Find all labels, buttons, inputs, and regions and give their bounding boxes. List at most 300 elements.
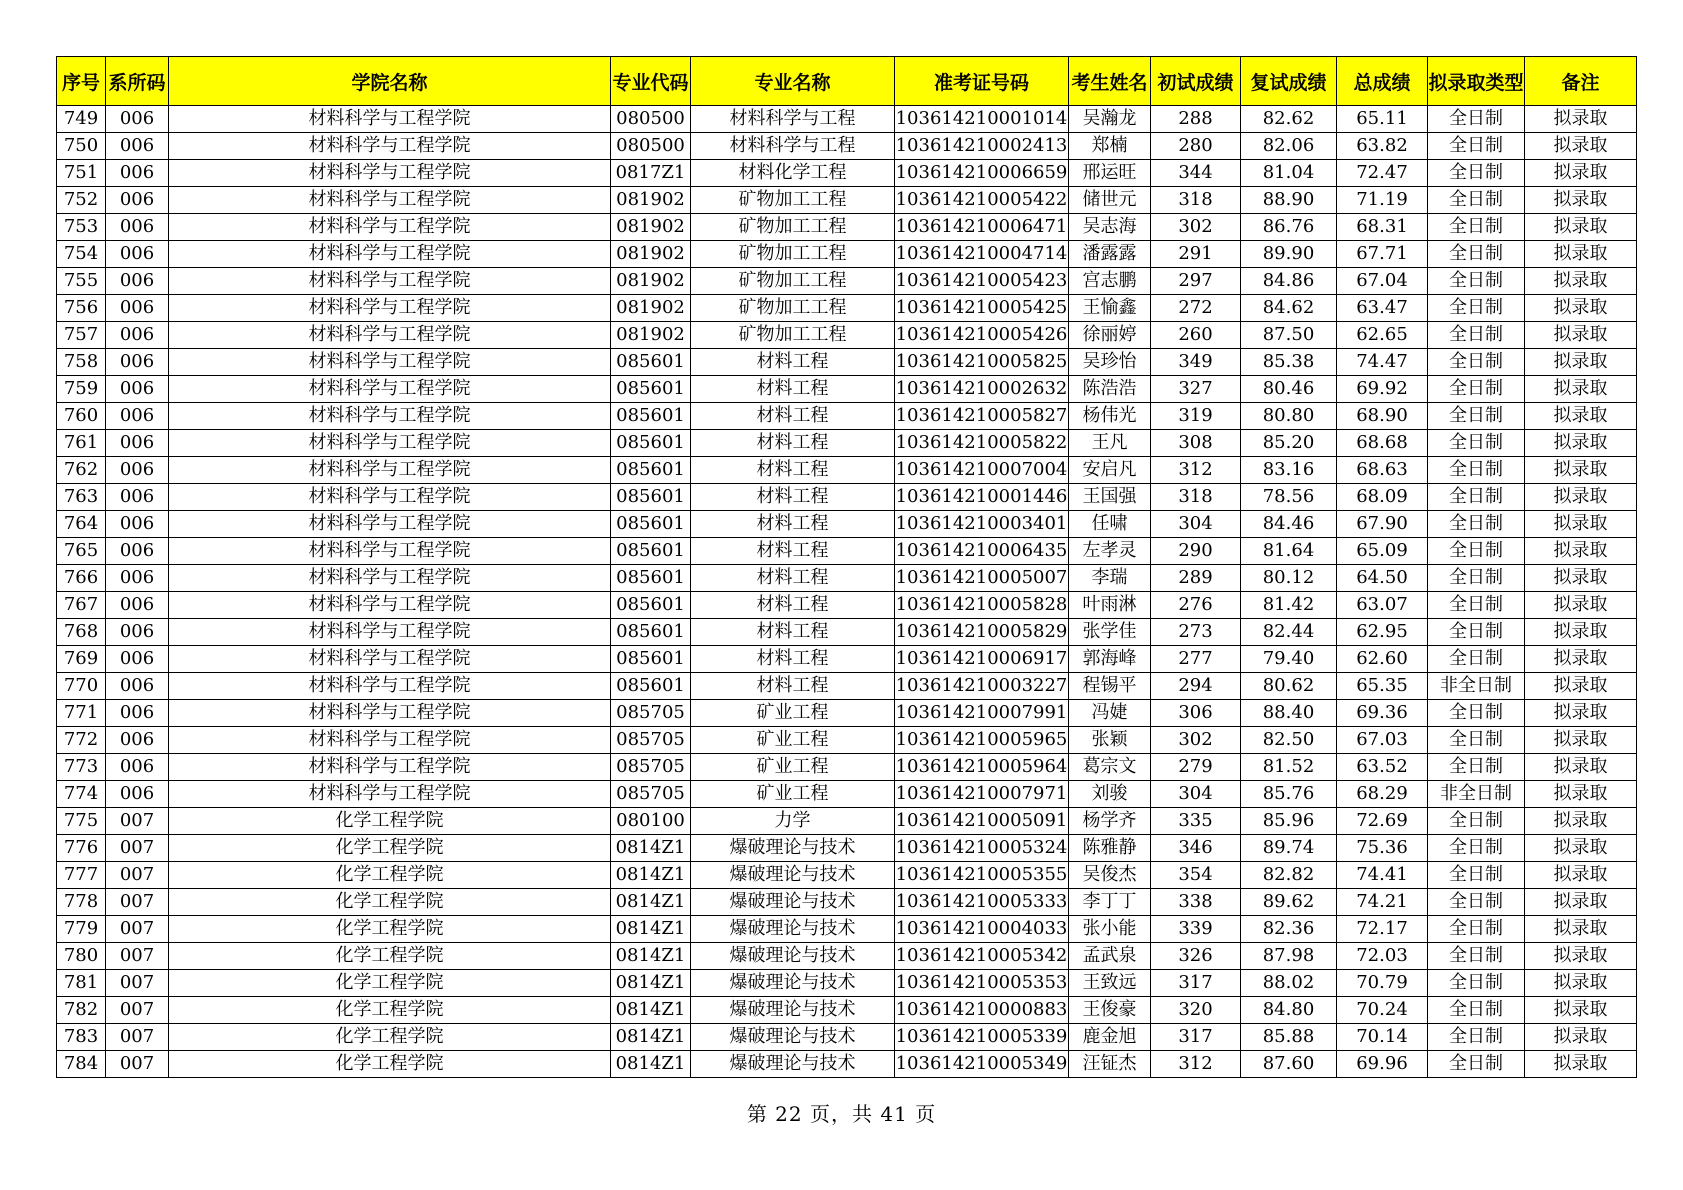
table-cell: 郑楠 xyxy=(1069,133,1151,160)
table-cell: 63.52 xyxy=(1337,754,1428,781)
table-cell: 82.36 xyxy=(1241,916,1337,943)
table-cell: 085705 xyxy=(611,727,691,754)
table-cell: 085601 xyxy=(611,538,691,565)
table-cell: 085601 xyxy=(611,592,691,619)
table-cell: 272 xyxy=(1151,295,1241,322)
table-cell: 全日制 xyxy=(1428,835,1525,862)
table-cell: 335 xyxy=(1151,808,1241,835)
table-cell: 材料科学与工程学院 xyxy=(169,673,611,700)
column-header: 专业名称 xyxy=(691,57,895,106)
table-cell: 080500 xyxy=(611,106,691,133)
table-row xyxy=(57,322,1637,349)
table-cell: 材料科学与工程学院 xyxy=(169,349,611,376)
table-cell: 83.16 xyxy=(1241,457,1337,484)
table-cell: 拟录取 xyxy=(1525,970,1637,997)
table-cell: 材料科学与工程学院 xyxy=(169,268,611,295)
table-cell: 784 xyxy=(57,1051,106,1078)
table-cell: 88.90 xyxy=(1241,187,1337,214)
table-cell: 吴瀚龙 xyxy=(1069,106,1151,133)
table-cell: 62.65 xyxy=(1337,322,1428,349)
table-cell: 李丁丁 xyxy=(1069,889,1151,916)
table-cell: 89.62 xyxy=(1241,889,1337,916)
table-cell: 全日制 xyxy=(1428,133,1525,160)
table-cell: 化学工程学院 xyxy=(169,808,611,835)
table-cell: 773 xyxy=(57,754,106,781)
table-cell: 拟录取 xyxy=(1525,700,1637,727)
table-cell: 化学工程学院 xyxy=(169,943,611,970)
table-row xyxy=(57,484,1637,511)
table-row xyxy=(57,592,1637,619)
table-cell: 拟录取 xyxy=(1525,943,1637,970)
table-cell: 103614210003401 xyxy=(895,511,1069,538)
table-cell: 007 xyxy=(106,916,169,943)
table-cell: 化学工程学院 xyxy=(169,862,611,889)
table-cell: 84.86 xyxy=(1241,268,1337,295)
table-cell: 67.71 xyxy=(1337,241,1428,268)
table-cell: 0814Z1 xyxy=(611,970,691,997)
table-row xyxy=(57,457,1637,484)
table-cell: 材料科学与工程学院 xyxy=(169,619,611,646)
table-cell: 007 xyxy=(106,808,169,835)
table-cell: 87.60 xyxy=(1241,1051,1337,1078)
table-cell: 拟录取 xyxy=(1525,295,1637,322)
table-cell: 全日制 xyxy=(1428,700,1525,727)
table-row xyxy=(57,133,1637,160)
table-cell: 318 xyxy=(1151,187,1241,214)
table-row xyxy=(57,1024,1637,1051)
table-cell: 拟录取 xyxy=(1525,808,1637,835)
table-cell: 邢运旺 xyxy=(1069,160,1151,187)
table-cell: 89.74 xyxy=(1241,835,1337,862)
table-cell: 006 xyxy=(106,349,169,376)
table-cell: 772 xyxy=(57,727,106,754)
table-cell: 763 xyxy=(57,484,106,511)
table-cell: 拟录取 xyxy=(1525,592,1637,619)
table-cell: 拟录取 xyxy=(1525,673,1637,700)
table-cell: 0814Z1 xyxy=(611,1051,691,1078)
table-row xyxy=(57,349,1637,376)
table-cell: 拟录取 xyxy=(1525,835,1637,862)
table-cell: 768 xyxy=(57,619,106,646)
table-cell: 68.29 xyxy=(1337,781,1428,808)
table-cell: 765 xyxy=(57,538,106,565)
table-cell: 化学工程学院 xyxy=(169,970,611,997)
table-cell: 材料科学与工程学院 xyxy=(169,241,611,268)
table-cell: 全日制 xyxy=(1428,457,1525,484)
table-cell: 化学工程学院 xyxy=(169,835,611,862)
table-cell: 103614210000883 xyxy=(895,997,1069,1024)
header-row xyxy=(57,57,1637,106)
table-cell: 拟录取 xyxy=(1525,727,1637,754)
table-cell: 爆破理论与技术 xyxy=(691,943,895,970)
table-cell: 317 xyxy=(1151,970,1241,997)
table-cell: 71.19 xyxy=(1337,187,1428,214)
table-cell: 材料科学与工程学院 xyxy=(169,430,611,457)
table-cell: 103614210005349 xyxy=(895,1051,1069,1078)
table-cell: 拟录取 xyxy=(1525,241,1637,268)
table-cell: 006 xyxy=(106,754,169,781)
table-cell: 材料科学与工程学院 xyxy=(169,376,611,403)
table-cell: 006 xyxy=(106,619,169,646)
table-cell: 306 xyxy=(1151,700,1241,727)
table-cell: 294 xyxy=(1151,673,1241,700)
table-cell: 103614210005333 xyxy=(895,889,1069,916)
table-cell: 312 xyxy=(1151,1051,1241,1078)
table-cell: 103614210005965 xyxy=(895,727,1069,754)
table-cell: 74.47 xyxy=(1337,349,1428,376)
table-cell: 289 xyxy=(1151,565,1241,592)
table-cell: 759 xyxy=(57,376,106,403)
table-cell: 84.80 xyxy=(1241,997,1337,1024)
table-cell: 103614210006435 xyxy=(895,538,1069,565)
table-row xyxy=(57,376,1637,403)
table-row xyxy=(57,997,1637,1024)
table-cell: 103614210007991 xyxy=(895,700,1069,727)
table-cell: 张学佳 xyxy=(1069,619,1151,646)
table-cell: 吴志海 xyxy=(1069,214,1151,241)
table-cell: 全日制 xyxy=(1428,160,1525,187)
table-cell: 82.44 xyxy=(1241,619,1337,646)
table-cell: 339 xyxy=(1151,916,1241,943)
table-cell: 006 xyxy=(106,106,169,133)
table-cell: 李瑞 xyxy=(1069,565,1151,592)
table-cell: 776 xyxy=(57,835,106,862)
table-cell: 68.63 xyxy=(1337,457,1428,484)
column-header: 初试成绩 xyxy=(1151,57,1241,106)
column-header: 拟录取类型 xyxy=(1428,57,1525,106)
table-cell: 006 xyxy=(106,133,169,160)
table-cell: 拟录取 xyxy=(1525,133,1637,160)
table-cell: 全日制 xyxy=(1428,430,1525,457)
table-cell: 冯婕 xyxy=(1069,700,1151,727)
table-cell: 771 xyxy=(57,700,106,727)
table-cell: 103614210005829 xyxy=(895,619,1069,646)
table-cell: 力学 xyxy=(691,808,895,835)
table-cell: 81.52 xyxy=(1241,754,1337,781)
table-cell: 006 xyxy=(106,781,169,808)
table-cell: 63.47 xyxy=(1337,295,1428,322)
table-cell: 080100 xyxy=(611,808,691,835)
table-cell: 王致远 xyxy=(1069,970,1151,997)
table-cell: 宫志鹏 xyxy=(1069,268,1151,295)
table-cell: 085601 xyxy=(611,457,691,484)
table-cell: 储世元 xyxy=(1069,187,1151,214)
table-cell: 68.31 xyxy=(1337,214,1428,241)
table-cell: 103614210004714 xyxy=(895,241,1069,268)
table-cell: 材料科学与工程 xyxy=(691,133,895,160)
table-cell: 081902 xyxy=(611,187,691,214)
table-cell: 材料工程 xyxy=(691,565,895,592)
table-cell: 全日制 xyxy=(1428,214,1525,241)
table-cell: 006 xyxy=(106,322,169,349)
table-cell: 87.50 xyxy=(1241,322,1337,349)
table-cell: 拟录取 xyxy=(1525,781,1637,808)
table-cell: 叶雨淋 xyxy=(1069,592,1151,619)
table-cell: 葛宗文 xyxy=(1069,754,1151,781)
table-cell: 82.82 xyxy=(1241,862,1337,889)
table-cell: 汪钲杰 xyxy=(1069,1051,1151,1078)
table-cell: 矿物加工工程 xyxy=(691,295,895,322)
table-cell: 317 xyxy=(1151,1024,1241,1051)
table-row xyxy=(57,889,1637,916)
table-cell: 302 xyxy=(1151,727,1241,754)
table-cell: 62.60 xyxy=(1337,646,1428,673)
table-cell: 081902 xyxy=(611,214,691,241)
table-cell: 全日制 xyxy=(1428,538,1525,565)
table-cell: 全日制 xyxy=(1428,997,1525,1024)
table-cell: 拟录取 xyxy=(1525,619,1637,646)
table-cell: 308 xyxy=(1151,430,1241,457)
table-cell: 85.20 xyxy=(1241,430,1337,457)
table-cell: 302 xyxy=(1151,214,1241,241)
table-cell: 材料科学与工程学院 xyxy=(169,106,611,133)
table-cell: 材料工程 xyxy=(691,538,895,565)
table-cell: 757 xyxy=(57,322,106,349)
table-cell: 780 xyxy=(57,943,106,970)
table-cell: 王凡 xyxy=(1069,430,1151,457)
table-cell: 82.62 xyxy=(1241,106,1337,133)
table-cell: 103614210005964 xyxy=(895,754,1069,781)
table-cell: 085705 xyxy=(611,700,691,727)
table-cell: 全日制 xyxy=(1428,619,1525,646)
table-cell: 材料科学与工程学院 xyxy=(169,133,611,160)
table-cell: 756 xyxy=(57,295,106,322)
table-cell: 拟录取 xyxy=(1525,646,1637,673)
table-cell: 103614210005342 xyxy=(895,943,1069,970)
table-cell: 74.21 xyxy=(1337,889,1428,916)
column-header: 复试成绩 xyxy=(1241,57,1337,106)
table-row xyxy=(57,214,1637,241)
table-cell: 材料工程 xyxy=(691,484,895,511)
table-cell: 72.17 xyxy=(1337,916,1428,943)
column-header: 备注 xyxy=(1525,57,1637,106)
table-cell: 81.04 xyxy=(1241,160,1337,187)
table-cell: 080500 xyxy=(611,133,691,160)
table-cell: 材料科学与工程学院 xyxy=(169,565,611,592)
table-cell: 103614210007971 xyxy=(895,781,1069,808)
table-cell: 0814Z1 xyxy=(611,1024,691,1051)
table-row xyxy=(57,268,1637,295)
table-header xyxy=(57,57,1637,106)
table-cell: 312 xyxy=(1151,457,1241,484)
table-cell: 006 xyxy=(106,241,169,268)
table-cell: 材料科学与工程学院 xyxy=(169,187,611,214)
table-cell: 矿业工程 xyxy=(691,700,895,727)
table-cell: 吴珍怡 xyxy=(1069,349,1151,376)
table-row xyxy=(57,403,1637,430)
table-row xyxy=(57,295,1637,322)
table-row xyxy=(57,538,1637,565)
table-cell: 081902 xyxy=(611,241,691,268)
table-cell: 006 xyxy=(106,538,169,565)
table-cell: 081902 xyxy=(611,322,691,349)
table-cell: 103614210001014 xyxy=(895,106,1069,133)
table-cell: 全日制 xyxy=(1428,268,1525,295)
table-cell: 085705 xyxy=(611,754,691,781)
table-cell: 085705 xyxy=(611,781,691,808)
table-cell: 68.90 xyxy=(1337,403,1428,430)
table-cell: 鹿金旭 xyxy=(1069,1024,1151,1051)
table-cell: 103614210005355 xyxy=(895,862,1069,889)
table-cell: 88.40 xyxy=(1241,700,1337,727)
table-cell: 775 xyxy=(57,808,106,835)
table-cell: 刘骏 xyxy=(1069,781,1151,808)
table-cell: 755 xyxy=(57,268,106,295)
table-cell: 全日制 xyxy=(1428,187,1525,214)
table-cell: 80.12 xyxy=(1241,565,1337,592)
table-row xyxy=(57,241,1637,268)
table-cell: 爆破理论与技术 xyxy=(691,862,895,889)
table-cell: 拟录取 xyxy=(1525,565,1637,592)
table-cell: 103614210005007 xyxy=(895,565,1069,592)
table-cell: 非全日制 xyxy=(1428,673,1525,700)
table-cell: 74.41 xyxy=(1337,862,1428,889)
table-cell: 全日制 xyxy=(1428,241,1525,268)
table-cell: 85.76 xyxy=(1241,781,1337,808)
table-cell: 全日制 xyxy=(1428,754,1525,781)
table-cell: 84.46 xyxy=(1241,511,1337,538)
table-cell: 爆破理论与技术 xyxy=(691,970,895,997)
table-cell: 006 xyxy=(106,430,169,457)
table-cell: 全日制 xyxy=(1428,295,1525,322)
table-cell: 化学工程学院 xyxy=(169,889,611,916)
table-cell: 拟录取 xyxy=(1525,457,1637,484)
table-cell: 材料化学工程 xyxy=(691,160,895,187)
table-cell: 爆破理论与技术 xyxy=(691,916,895,943)
table-cell: 全日制 xyxy=(1428,727,1525,754)
table-cell: 68.09 xyxy=(1337,484,1428,511)
column-header: 专业代码 xyxy=(611,57,691,106)
table-cell: 103614210005324 xyxy=(895,835,1069,862)
table-cell: 69.92 xyxy=(1337,376,1428,403)
table-row xyxy=(57,970,1637,997)
table-cell: 777 xyxy=(57,862,106,889)
table-cell: 0814Z1 xyxy=(611,889,691,916)
table-cell: 全日制 xyxy=(1428,943,1525,970)
table-cell: 354 xyxy=(1151,862,1241,889)
table-cell: 拟录取 xyxy=(1525,430,1637,457)
table-row xyxy=(57,943,1637,970)
table-cell: 非全日制 xyxy=(1428,781,1525,808)
table-cell: 085601 xyxy=(611,619,691,646)
table-cell: 277 xyxy=(1151,646,1241,673)
table-cell: 全日制 xyxy=(1428,349,1525,376)
table-cell: 288 xyxy=(1151,106,1241,133)
table-cell: 杨伟光 xyxy=(1069,403,1151,430)
column-header: 系所码 xyxy=(106,57,169,106)
table-cell: 79.40 xyxy=(1241,646,1337,673)
table-cell: 材料工程 xyxy=(691,646,895,673)
table-cell: 304 xyxy=(1151,511,1241,538)
table-cell: 89.90 xyxy=(1241,241,1337,268)
table-cell: 拟录取 xyxy=(1525,484,1637,511)
table-cell: 273 xyxy=(1151,619,1241,646)
table-cell: 67.90 xyxy=(1337,511,1428,538)
table-cell: 103614210005423 xyxy=(895,268,1069,295)
table-cell: 材料科学与工程学院 xyxy=(169,457,611,484)
table-row xyxy=(57,700,1637,727)
table-cell: 材料科学与工程学院 xyxy=(169,160,611,187)
table-cell: 007 xyxy=(106,889,169,916)
table-body xyxy=(57,106,1637,1078)
table-cell: 78.56 xyxy=(1241,484,1337,511)
table-cell: 拟录取 xyxy=(1525,862,1637,889)
table-cell: 0814Z1 xyxy=(611,943,691,970)
table-cell: 全日制 xyxy=(1428,511,1525,538)
table-cell: 化学工程学院 xyxy=(169,916,611,943)
table-cell: 319 xyxy=(1151,403,1241,430)
admission-table xyxy=(56,56,1637,1078)
table-cell: 全日制 xyxy=(1428,106,1525,133)
table-cell: 006 xyxy=(106,592,169,619)
table-cell: 全日制 xyxy=(1428,484,1525,511)
table-cell: 70.79 xyxy=(1337,970,1428,997)
table-cell: 103614210004033 xyxy=(895,916,1069,943)
table-cell: 081902 xyxy=(611,295,691,322)
table-cell: 85.38 xyxy=(1241,349,1337,376)
table-cell: 781 xyxy=(57,970,106,997)
table-row xyxy=(57,430,1637,457)
table-cell: 吴俊杰 xyxy=(1069,862,1151,889)
table-cell: 103614210005353 xyxy=(895,970,1069,997)
table-cell: 0814Z1 xyxy=(611,997,691,1024)
table-cell: 矿业工程 xyxy=(691,754,895,781)
table-cell: 291 xyxy=(1151,241,1241,268)
table-cell: 103614210005339 xyxy=(895,1024,1069,1051)
table-row xyxy=(57,754,1637,781)
table-cell: 拟录取 xyxy=(1525,214,1637,241)
table-cell: 006 xyxy=(106,565,169,592)
table-cell: 材料科学与工程学院 xyxy=(169,214,611,241)
table-cell: 007 xyxy=(106,1051,169,1078)
table-row xyxy=(57,646,1637,673)
table-cell: 爆破理论与技术 xyxy=(691,889,895,916)
table-cell: 全日制 xyxy=(1428,376,1525,403)
table-cell: 爆破理论与技术 xyxy=(691,835,895,862)
table-cell: 81.42 xyxy=(1241,592,1337,619)
table-cell: 材料科学与工程学院 xyxy=(169,484,611,511)
table-cell: 安启凡 xyxy=(1069,457,1151,484)
table-cell: 材料工程 xyxy=(691,619,895,646)
table-cell: 左孝灵 xyxy=(1069,538,1151,565)
table-cell: 754 xyxy=(57,241,106,268)
table-cell: 007 xyxy=(106,862,169,889)
table-cell: 762 xyxy=(57,457,106,484)
table-cell: 758 xyxy=(57,349,106,376)
table-cell: 陈雅静 xyxy=(1069,835,1151,862)
table-cell: 327 xyxy=(1151,376,1241,403)
table-row xyxy=(57,808,1637,835)
table-cell: 103614210006659 xyxy=(895,160,1069,187)
table-cell: 材料科学与工程学院 xyxy=(169,295,611,322)
table-cell: 64.50 xyxy=(1337,565,1428,592)
table-cell: 全日制 xyxy=(1428,403,1525,430)
table-cell: 材料科学与工程学院 xyxy=(169,403,611,430)
table-cell: 陈浩浩 xyxy=(1069,376,1151,403)
table-cell: 007 xyxy=(106,835,169,862)
table-cell: 103614210005426 xyxy=(895,322,1069,349)
table-cell: 拟录取 xyxy=(1525,1051,1637,1078)
table-cell: 290 xyxy=(1151,538,1241,565)
table-cell: 材料科学与工程学院 xyxy=(169,322,611,349)
table-cell: 王愉鑫 xyxy=(1069,295,1151,322)
table-cell: 006 xyxy=(106,268,169,295)
table-cell: 化学工程学院 xyxy=(169,1024,611,1051)
table-cell: 程锡平 xyxy=(1069,673,1151,700)
table-row xyxy=(57,565,1637,592)
table-cell: 王俊豪 xyxy=(1069,997,1151,1024)
table-cell: 全日制 xyxy=(1428,592,1525,619)
